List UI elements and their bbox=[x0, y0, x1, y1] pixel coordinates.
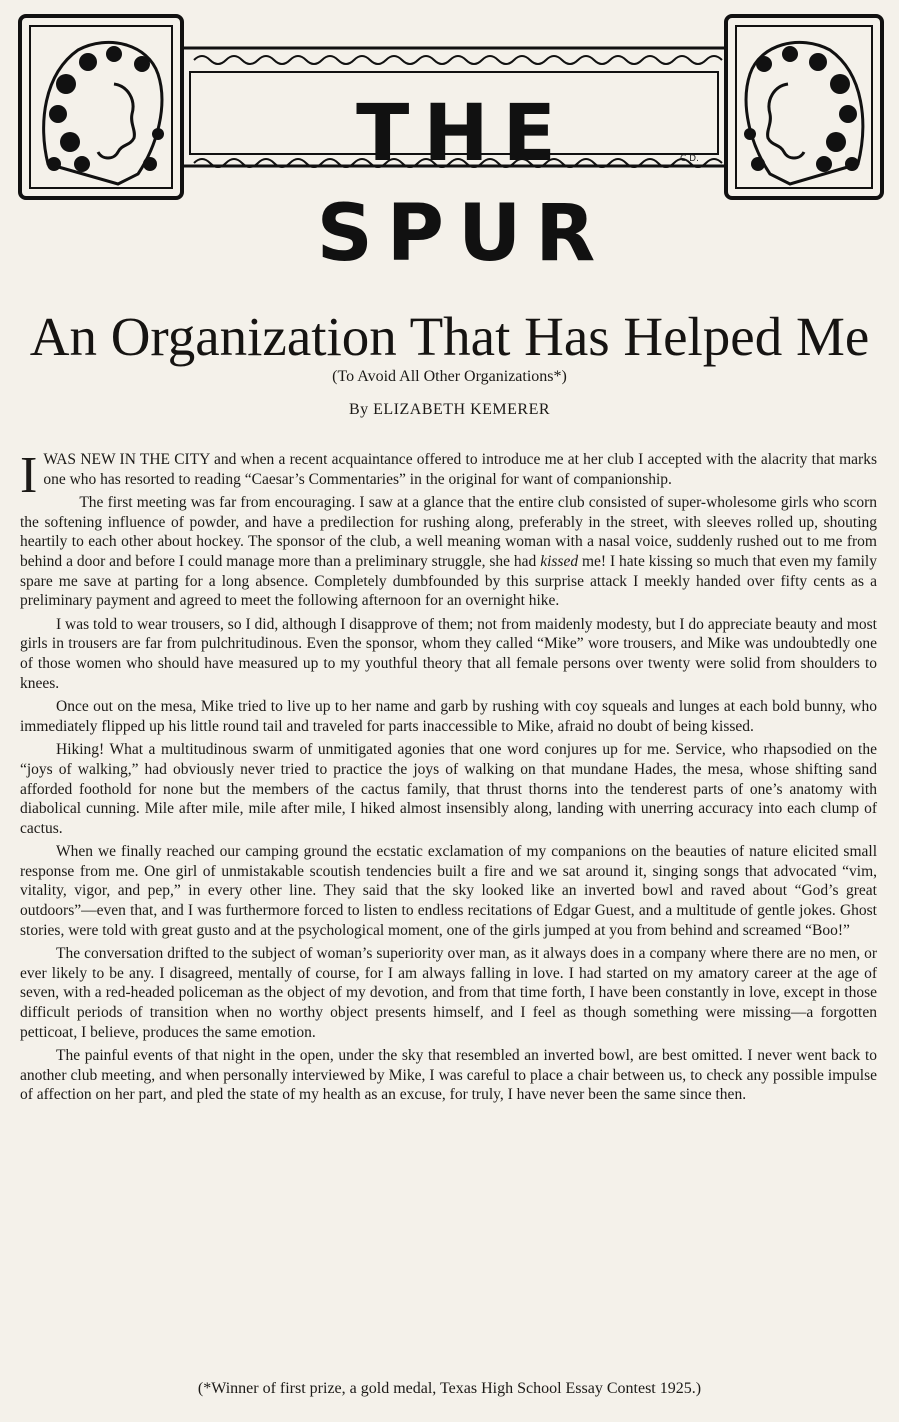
paragraph-2 bbox=[20, 493, 877, 611]
article-byline: By ELIZABETH KEMERER bbox=[348, 401, 551, 418]
paragraph-3: I was told to wear trousers, so I did, although I disapprove of them; not from maidenly modesty, but I do appreciate beauty and most girls in trousers are far from pulchritudinous. Even the sponsor, whom they called “Mike” wore trousers, and Mike was undoubtedly one of those women who should have measured up to my youthful theory that all female persons over twenty were solid from shoulders to knees. bbox=[20, 615, 877, 692]
paragraph-1 bbox=[20, 447, 877, 504]
paragraph-2-text-b: me! I hate kissing so much that even my family spare me save at parting for a long absence. Completely dumbfounded by this surprise attack I meekly handed over fifty cents as a preliminary payment and agreed to meet the following afternoon for an overnight hike. bbox=[20, 552, 877, 610]
paragraph-2-text-a: The first meeting was far from encouraging. I saw at a glance that the entire club consisted of super-wholesome girls who scorn the softening influence of powder, and have a predilection for rushing along, preferably in the street, with sleeves rolled up, shouting heartily to each other about hockey. The sponsor of the club, a well meaning woman with a nasal voice, suddenly rushed out to me from behind a door and before I could manage more than a preliminary struggle, she had bbox=[20, 494, 877, 570]
paragraph-5: Hiking! What a multitudinous swarm of unmitigated agonies that one word conjures up for me. Service, who rhapsodied on the “joys of walking,” had obviously never tried to practice the joys of walking on that mundane Hades, the mesa, whose shifting sand afforded foothold for none but the members of the cactus family, that thrust thorns into the tenderest parts of one’s anatomy with diabolical cunning. Mile after mile, mile after mile, I hiked almost insensibly along, landing with unerring accuracy into each clump of cactus. bbox=[20, 741, 877, 837]
paragraph-6: When we finally reached our camping ground the ecstatic exclamation of my companions on the beauties of nature elicited small response from me. One girl of unmistakable scoutish tendencies built a fire and we sat around it, singing songs that advocated “vim, vitality, vigor, and pep,” in every other line. They said that the sky looked like an inverted bowl and raved about “God’s great outdoors”—even that, and I was furthermore forced to listen to endless recitations of Edgar Guest, and a multitude of gentle jokes. Ghost stories, were told with great gusto and at the psychological moment, one of the girls jumped at you from behind and screamed “Boo!” bbox=[20, 843, 877, 939]
footnote: (*Winner of first prize, a gold medal, Texas High School Essay Contest 1925.) bbox=[197, 1380, 702, 1397]
paragraph-1-text: WAS NEW IN THE CITY and when a recent acquaintance offered to introduce me at her club I accepted with the alacrity that marks one who has resorted to reading “Caesar’s Commentaries” in the original for want of companionship. bbox=[43, 451, 877, 488]
paragraph-8: The painful events of that night in the open, under the sky that resembled an inverted bowl, are best omitted. I never went back to another club meeting, and when personally interviewed by Mike, I was careful to place a chair between us, to check any possible impulse of affection on her part, and pled the state of my health as an excuse, for truly, I have never been the same since then. bbox=[20, 1047, 877, 1104]
masthead bbox=[18, 14, 884, 279]
paragraph-4: Once out on the mesa, Mike tried to live up to her name and garb by rushing with coy squeals and lunges at each bold bunny, who immediately flipped up his little round tail and traveled for parts inaccessible to Mike, afraid no doubt of being kissed. bbox=[20, 698, 877, 735]
paragraph-7: The conversation drifted to the subject of woman’s superiority over man, as it always does in a company where there are no men, or ever likely to be any. I disagreed, mentally of course, for I am always falling in love. I had started on my amatory career at the age of seven, with a red-headed policeman as the object of my devotion, and from that time forth, I have been constantly in love, except in those difficult periods of transition when no worthy object presents himself, and I feel as though something were missing—a forgotten petticoat, I believe, produces the same emotion. bbox=[20, 945, 877, 1041]
article-subtitle: (To Avoid All Other Organizations*) bbox=[332, 368, 567, 385]
article-body bbox=[20, 447, 877, 1109]
masthead-title: THE SPUR bbox=[316, 89, 610, 279]
article-title: An Organization That Has Helped Me bbox=[29, 306, 870, 367]
emphasis-kissed: kissed bbox=[540, 552, 579, 570]
drop-cap: I bbox=[20, 447, 38, 504]
artist-initials: C.D. bbox=[680, 154, 699, 164]
